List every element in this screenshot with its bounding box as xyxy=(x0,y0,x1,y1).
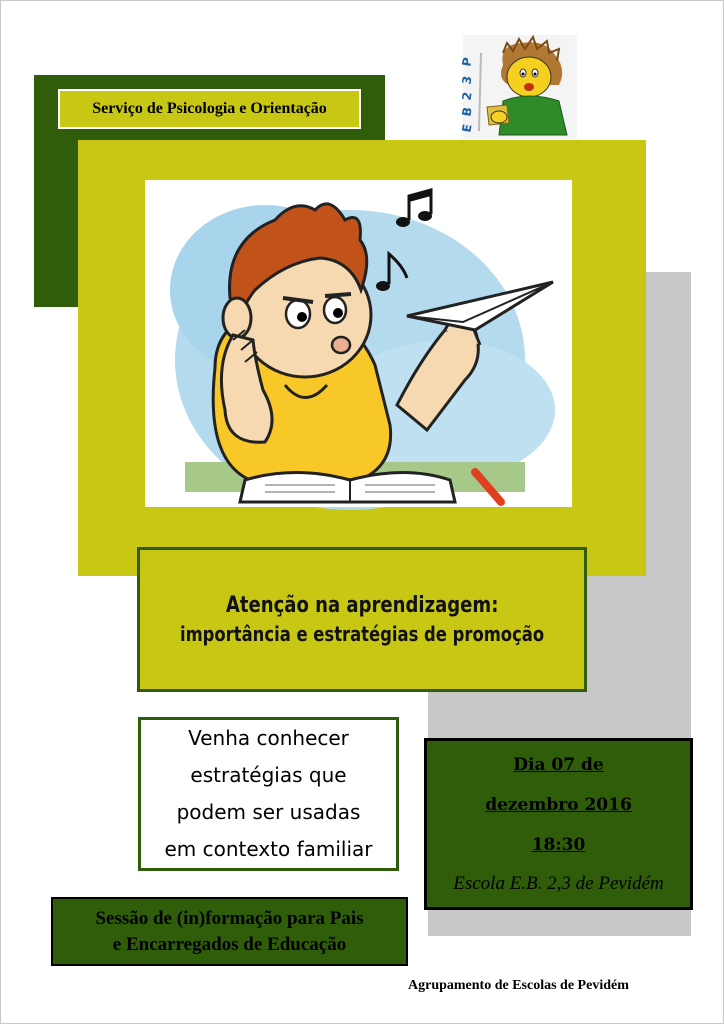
invite-line: podem ser usadas xyxy=(176,800,361,824)
svg-text:E: E xyxy=(459,122,475,134)
invite-line: Venha conhecer xyxy=(188,726,349,750)
boy-with-paper-plane-illustration-icon xyxy=(145,180,572,507)
svg-text:P: P xyxy=(459,56,475,68)
session-box xyxy=(51,897,408,966)
session-line: Sessão de (in)formação para Pais xyxy=(95,907,364,929)
event-month-year: dezembro 2016 xyxy=(485,795,632,815)
event-time: 18:30 xyxy=(531,835,586,855)
event-day: Dia 07 de xyxy=(513,755,604,775)
school-mascot-logo-icon xyxy=(459,35,577,139)
title-box xyxy=(137,547,587,692)
svg-text:3: 3 xyxy=(459,74,475,86)
event-place: Escola E.B. 2,3 de Pevidém xyxy=(453,873,664,894)
session-line: e Encarregados de Educação xyxy=(112,933,347,955)
invite-line: estratégias que xyxy=(190,763,347,787)
title-subheading: importância e estratégias de promoção xyxy=(179,622,545,646)
title-heading: Atenção na aprendizagem: xyxy=(225,593,499,618)
service-label: Serviço de Psicologia e Orientação xyxy=(92,100,327,117)
service-label-box xyxy=(58,89,361,129)
invite-line: em contexto familiar xyxy=(164,837,373,861)
event-details-box xyxy=(424,738,693,910)
svg-text:B: B xyxy=(459,106,475,118)
svg-text:2: 2 xyxy=(459,90,475,102)
footer-organization: Agrupamento de Escolas de Pevidém xyxy=(408,978,629,993)
invite-box xyxy=(138,717,399,871)
